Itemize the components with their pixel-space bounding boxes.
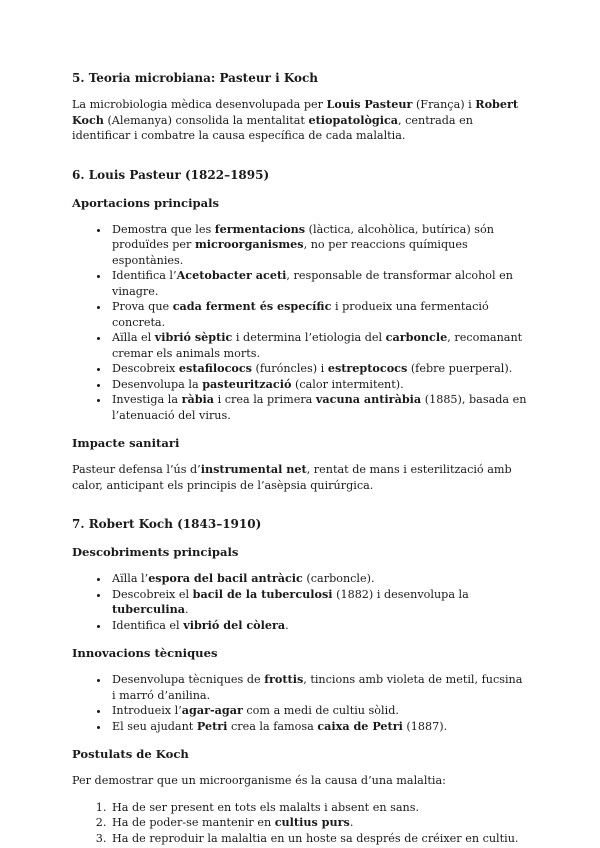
list-item bbox=[110, 222, 528, 269]
text: La microbiologia mèdica desenvolupada per bbox=[72, 98, 327, 111]
text: Investiga la bbox=[112, 393, 182, 406]
text: Pasteur defensa l’ús d’ bbox=[72, 463, 201, 476]
bold-text: pasteurització bbox=[202, 376, 292, 391]
text: (febre puerperal). bbox=[407, 362, 513, 375]
pasteur-contributions-list bbox=[72, 222, 528, 424]
text: (carboncle). bbox=[302, 572, 375, 585]
bold-text: Petri bbox=[196, 718, 228, 733]
bold-text: espora del bacil antràcic bbox=[148, 571, 303, 585]
text: (1887). bbox=[402, 719, 448, 733]
list-item bbox=[110, 299, 528, 330]
koch-postulates-list bbox=[72, 800, 528, 847]
list-item bbox=[110, 815, 528, 831]
text: i produeix una fermentació concreta. bbox=[112, 300, 489, 329]
list-item bbox=[110, 377, 528, 393]
list-item bbox=[110, 618, 528, 634]
section-7-subheading-discoveries: Descobriments principals bbox=[72, 545, 239, 559]
bold-text: estafilococs bbox=[178, 361, 252, 375]
text: (1882) i desenvolupa la bbox=[332, 587, 469, 601]
section-5-paragraph bbox=[72, 97, 528, 144]
list-item bbox=[110, 719, 528, 735]
list-item bbox=[110, 392, 528, 423]
bold-text: ràbia bbox=[181, 392, 215, 406]
text: (Alemanya) consolida la mentalitat bbox=[103, 113, 309, 127]
list-item bbox=[110, 268, 528, 299]
text: Desenvolupa tècniques de bbox=[112, 673, 265, 686]
text: Ha de poder-se mantenir en bbox=[112, 816, 275, 829]
text: Identifica el bbox=[112, 618, 184, 632]
document-page bbox=[72, 70, 528, 846]
text: (França) i bbox=[412, 98, 476, 111]
koch-innovations-list bbox=[72, 672, 528, 734]
text: i determina l’etiologia del bbox=[232, 331, 386, 344]
bold-text: Acetobacter aceti bbox=[176, 268, 287, 282]
bold-text: carboncle bbox=[385, 330, 448, 344]
bold-text: instrumental net bbox=[200, 462, 307, 476]
bold-text: Robert Koch bbox=[72, 97, 519, 127]
impact-paragraph bbox=[72, 462, 528, 493]
text: , recomanant cremar els animals morts. bbox=[112, 331, 523, 360]
bold-text: caixa de Petri bbox=[317, 718, 403, 733]
postulates-intro: Per demostrar que un microorganisme és la causa d’una malaltia: bbox=[72, 774, 446, 787]
text: Ha de reproduir la malaltia en un hoste sa després de créixer en cultiu. bbox=[112, 831, 519, 845]
text: Identifica l’ bbox=[112, 269, 177, 282]
text: (1885), basada en l’atenuació del virus. bbox=[112, 393, 527, 422]
text: Aïlla el bbox=[112, 331, 155, 344]
bold-text: bacil de la tuberculosi bbox=[192, 586, 333, 601]
list-item bbox=[110, 831, 528, 847]
text: , no per reaccions químiques espontànies. bbox=[112, 238, 468, 267]
text: Ha de ser present en tots els malalts i absent en sans. bbox=[112, 800, 420, 814]
list-item bbox=[110, 361, 528, 377]
text: Descobreix el bbox=[112, 587, 193, 601]
bold-text: estreptococs bbox=[327, 361, 408, 375]
text: . bbox=[285, 618, 289, 632]
text: Aïlla l’ bbox=[112, 572, 149, 585]
section-7-subheading-postulates: Postulats de Koch bbox=[72, 747, 189, 761]
text: , centrada en identificar i combatre la causa específica de cada malaltia. bbox=[72, 113, 473, 142]
bold-text: Louis Pasteur bbox=[326, 97, 413, 111]
text: Desenvolupa la bbox=[112, 377, 203, 391]
bold-text: agar-agar bbox=[181, 703, 243, 717]
list-item bbox=[110, 330, 528, 361]
bold-text: frottis bbox=[264, 672, 304, 686]
text: i crea la primera bbox=[214, 393, 316, 406]
text: (furóncles) i bbox=[252, 362, 328, 375]
section-7-heading: 7. Robert Koch (1843–1910) bbox=[72, 517, 262, 531]
list-item bbox=[110, 672, 528, 703]
bold-text: fermentacions bbox=[214, 221, 306, 236]
text: Descobreix bbox=[112, 362, 179, 375]
list-item bbox=[110, 703, 528, 719]
text: , tincions amb violeta de metil, fucsina i marró d’anilina. bbox=[112, 673, 523, 702]
list-item bbox=[110, 800, 528, 816]
section-5-heading: 5. Teoria microbiana: Pasteur i Koch bbox=[72, 71, 319, 85]
list-item bbox=[110, 571, 528, 587]
text: (làctica, alcohòlica, butírica) són produïdes per bbox=[112, 222, 494, 251]
text: , responsable de transformar alcohol en vinagre. bbox=[112, 269, 513, 298]
bold-text: cada ferment és específic bbox=[172, 299, 332, 313]
text: . bbox=[349, 816, 354, 829]
bold-text: vacuna antiràbia bbox=[315, 392, 422, 406]
section-7-subheading-innovations: Innovacions tècniques bbox=[72, 646, 218, 660]
bold-text: microorganismes bbox=[194, 237, 304, 251]
text: Demostra que les bbox=[112, 222, 215, 236]
text: com a medi de cultiu sòlid. bbox=[242, 704, 399, 717]
koch-discoveries-list bbox=[72, 571, 528, 633]
text: (calor intermitent). bbox=[291, 377, 404, 391]
bold-text: vibrió del còlera bbox=[183, 617, 286, 632]
bold-text: cultius purs bbox=[274, 815, 350, 829]
section-6-heading: 6. Louis Pasteur (1822–1895) bbox=[72, 167, 270, 182]
text: El seu ajudant bbox=[112, 719, 197, 733]
section-6-subheading-impact: Impacte sanitari bbox=[72, 436, 180, 450]
text: , rentat de mans i esterilització amb calor, anticipant els principis de l’asèpsia quirúrgica. bbox=[72, 463, 512, 492]
text: Introdueix l’ bbox=[112, 704, 182, 717]
bold-text: etiopatològica bbox=[308, 112, 399, 127]
bold-text: vibrió sèptic bbox=[154, 330, 233, 344]
text: crea la famosa bbox=[227, 719, 318, 733]
text: Prova que bbox=[112, 300, 173, 313]
section-6-subheading-contributions: Aportacions principals bbox=[72, 195, 220, 210]
text: . bbox=[184, 603, 189, 616]
list-item bbox=[110, 587, 528, 618]
bold-text: tuberculina bbox=[112, 602, 185, 616]
